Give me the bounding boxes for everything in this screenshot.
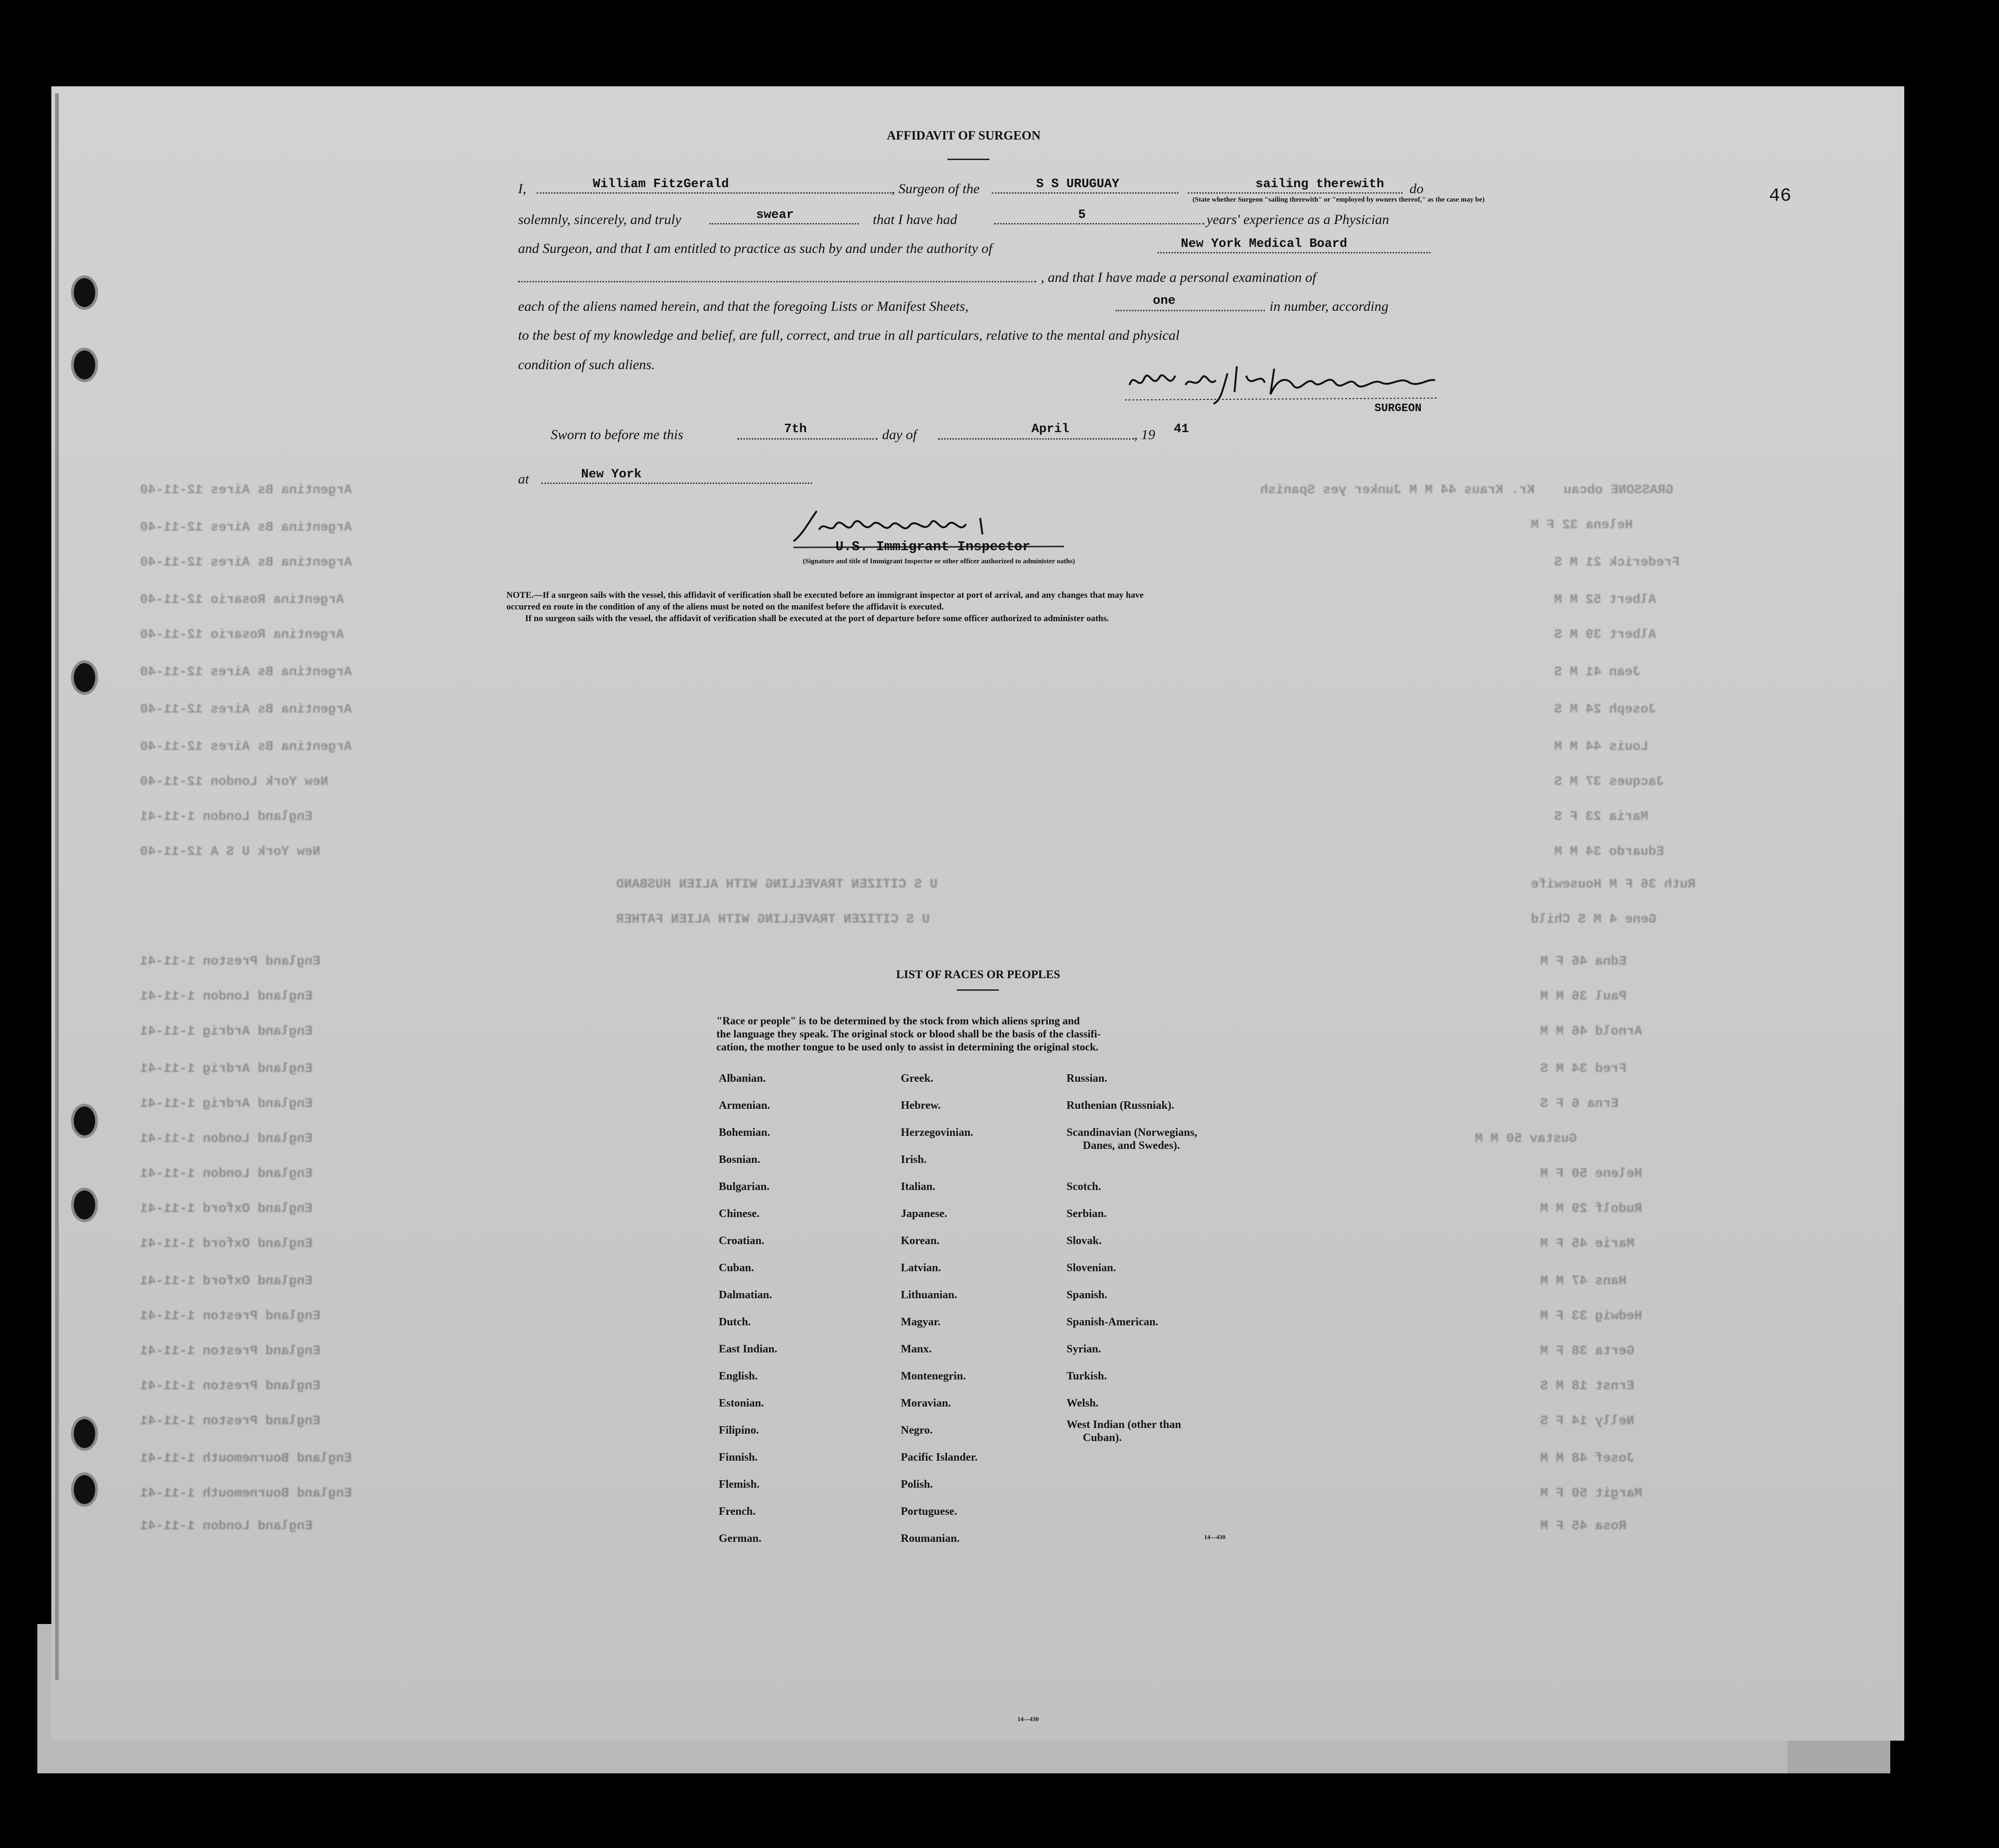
oath-type: swear bbox=[756, 208, 794, 222]
inspector-title: U.S. Immigrant Inspector bbox=[835, 539, 1031, 554]
race-item: Turkish. bbox=[1066, 1370, 1107, 1382]
sheet-count-line bbox=[1115, 310, 1265, 311]
text-condition: condition of such aliens. bbox=[518, 357, 655, 372]
binder-hole bbox=[71, 660, 98, 695]
race-item: Slovak. bbox=[1066, 1235, 1102, 1247]
race-item: Spanish. bbox=[1066, 1289, 1108, 1301]
text-years-experience: years' experience as a Physician bbox=[1206, 212, 1389, 227]
vessel-line bbox=[992, 192, 1178, 194]
note-line-3: If no surgeon sails with the vessel, the affidavit of verification shall be executed at the port of departure before some officer authorized to administer oaths. bbox=[525, 614, 1109, 623]
race-item: Albanian. bbox=[719, 1072, 766, 1085]
race-item: Syrian. bbox=[1066, 1343, 1101, 1355]
affidavit-title: AFFIDAVIT OF SURGEON bbox=[887, 128, 1041, 142]
race-item: Welsh. bbox=[1066, 1397, 1099, 1409]
years-experience: 5 bbox=[1078, 208, 1086, 222]
race-item: Scandinavian (Norwegians, bbox=[1066, 1127, 1198, 1139]
race-item: East Indian. bbox=[719, 1343, 778, 1355]
sailing-line bbox=[1188, 192, 1403, 194]
race-item: Dalmatian. bbox=[719, 1289, 772, 1301]
race-item: Polish. bbox=[901, 1478, 933, 1491]
binder-hole bbox=[71, 1104, 98, 1138]
race-item: Estonian. bbox=[719, 1397, 764, 1409]
text-day-of: day of bbox=[882, 427, 917, 442]
race-item: Hebrew. bbox=[901, 1099, 941, 1112]
races-title: LIST OF RACES OR PEOPLES bbox=[896, 968, 1060, 981]
binder-hole bbox=[71, 1416, 98, 1451]
race-item: Danes, and Swedes). bbox=[1083, 1140, 1180, 1152]
race-item: Finnish. bbox=[719, 1451, 758, 1463]
surgeon-label: SURGEON bbox=[1375, 402, 1422, 415]
race-item: Magyar. bbox=[901, 1316, 941, 1328]
race-item: Armenian. bbox=[719, 1099, 770, 1112]
race-item: Lithuanian. bbox=[901, 1289, 957, 1301]
authority-line bbox=[1157, 252, 1431, 253]
text-year-prefix: , 19 bbox=[1134, 427, 1155, 442]
text-examination: , and that I have made a personal examination of bbox=[1041, 270, 1316, 285]
binder-hole bbox=[71, 348, 98, 382]
races-intro-2: the language they speak. The original stock or blood shall be the basis of the classifi- bbox=[716, 1028, 1101, 1040]
sworn-month: April bbox=[1031, 422, 1070, 436]
race-item: Pacific Islander. bbox=[901, 1451, 978, 1463]
binder-hole bbox=[71, 1188, 98, 1222]
text-surgeon-of: , Surgeon of the bbox=[891, 181, 980, 196]
race-item: Japanese. bbox=[901, 1208, 947, 1220]
race-item: Croatian. bbox=[719, 1235, 765, 1247]
page-edge bbox=[55, 93, 59, 1680]
text-i: I, bbox=[518, 181, 526, 196]
race-item: French. bbox=[719, 1505, 756, 1518]
sworn-day: 7th bbox=[784, 422, 807, 436]
surgeon-name: William FitzGerald bbox=[593, 177, 729, 191]
text-entitled: and Surgeon, and that I am entitled to practice as such by and under the authority of bbox=[518, 241, 993, 256]
years-line bbox=[994, 223, 1204, 224]
binder-hole bbox=[71, 1472, 98, 1507]
race-item: Roumanian. bbox=[901, 1533, 960, 1545]
note-line-1: NOTE.—If a surgeon sails with the vessel, this affidavit of verification shall be executed before an immigrant inspector at port of arrival, and any changes that may have bbox=[506, 590, 1144, 600]
race-item: Bulgarian. bbox=[719, 1181, 770, 1193]
race-item: Cuban). bbox=[1083, 1432, 1122, 1444]
race-item: Bosnian. bbox=[719, 1154, 760, 1166]
race-item: Korean. bbox=[901, 1235, 940, 1247]
month-line bbox=[938, 438, 1134, 440]
races-title-rule bbox=[957, 989, 999, 991]
text-do: do bbox=[1410, 181, 1424, 196]
races-form-number: 14—430 bbox=[1204, 1533, 1226, 1540]
sworn-place: New York bbox=[581, 468, 642, 482]
races-intro-3: cation, the mother tongue to be used only to assist in determining the original stock. bbox=[716, 1041, 1099, 1053]
text-in-number: in number, according bbox=[1270, 299, 1389, 314]
race-item: German. bbox=[719, 1533, 762, 1545]
race-item: Latvian. bbox=[901, 1262, 941, 1274]
text-sworn: Sworn to before me this bbox=[551, 427, 683, 442]
race-item: Slovenian. bbox=[1066, 1262, 1116, 1274]
races-intro-1: "Race or people" is to be determined by the stock from which aliens spring and bbox=[716, 1015, 1080, 1027]
race-item: Dutch. bbox=[719, 1316, 751, 1328]
race-item: Spanish-American. bbox=[1066, 1316, 1158, 1328]
binder-hole bbox=[71, 275, 98, 310]
text-i-have-had: that I have had bbox=[873, 212, 957, 227]
place-line bbox=[541, 483, 812, 484]
race-item: West Indian (other than bbox=[1066, 1419, 1181, 1431]
sailing-note: (State whether Surgeon "sailing therewith" or "employed by owners thereof," as the case may be) bbox=[1192, 196, 1485, 203]
inspector-note: (Signature and title of Immigrant Inspector or other officer authorized to administer oaths) bbox=[803, 558, 1075, 565]
race-item: Portuguese. bbox=[901, 1505, 957, 1518]
authority: New York Medical Board bbox=[1181, 237, 1347, 251]
sailing-status: sailing therewith bbox=[1256, 177, 1384, 191]
footer-form-number: 14—430 bbox=[1017, 1715, 1039, 1722]
race-item: Montenegrin. bbox=[901, 1370, 966, 1382]
race-item: Chinese. bbox=[719, 1208, 760, 1220]
race-item: Moravian. bbox=[901, 1397, 951, 1409]
race-item: Italian. bbox=[901, 1181, 936, 1193]
vessel-name: S S URUGUAY bbox=[1036, 177, 1120, 191]
race-item: Negro. bbox=[901, 1424, 933, 1436]
authority-line-2 bbox=[518, 281, 1036, 282]
race-item: English. bbox=[719, 1370, 758, 1382]
text-knowledge: to the best of my knowledge and belief, are full, correct, and true in all particulars, relative to the mental and physical bbox=[518, 328, 1180, 343]
day-line bbox=[737, 438, 877, 440]
race-item: Scotch. bbox=[1066, 1181, 1101, 1193]
race-item: Bohemian. bbox=[719, 1127, 771, 1139]
race-item: Cuban. bbox=[719, 1262, 754, 1274]
race-item: Serbian. bbox=[1066, 1208, 1107, 1220]
text-each-alien: each of the aliens named herein, and that the foregoing Lists or Manifest Sheets, bbox=[518, 299, 969, 314]
race-item: Ruthenian (Russniak). bbox=[1066, 1099, 1174, 1112]
note-line-2: occurred en route in the condition of any of the aliens must be noted on the manifest before the affidavit is executed. bbox=[506, 602, 944, 612]
race-item: Flemish. bbox=[719, 1478, 760, 1491]
title-rule bbox=[947, 159, 989, 160]
surgeon-signature bbox=[1120, 357, 1442, 408]
race-item: Russian. bbox=[1066, 1072, 1108, 1085]
race-item: Filipino. bbox=[719, 1424, 759, 1436]
race-item: Herzegovinian. bbox=[901, 1127, 974, 1139]
race-item: Greek. bbox=[901, 1072, 933, 1085]
oath-line bbox=[709, 223, 859, 224]
sworn-year: 41 bbox=[1174, 422, 1189, 436]
text-solemnly: solemnly, sincerely, and truly bbox=[518, 212, 681, 227]
text-at: at bbox=[518, 471, 529, 487]
page-number: 46 bbox=[1769, 186, 1792, 207]
race-item: Irish. bbox=[901, 1154, 927, 1166]
name-line bbox=[537, 192, 891, 194]
race-item: Manx. bbox=[901, 1343, 932, 1355]
sheet-count: one bbox=[1153, 294, 1176, 308]
